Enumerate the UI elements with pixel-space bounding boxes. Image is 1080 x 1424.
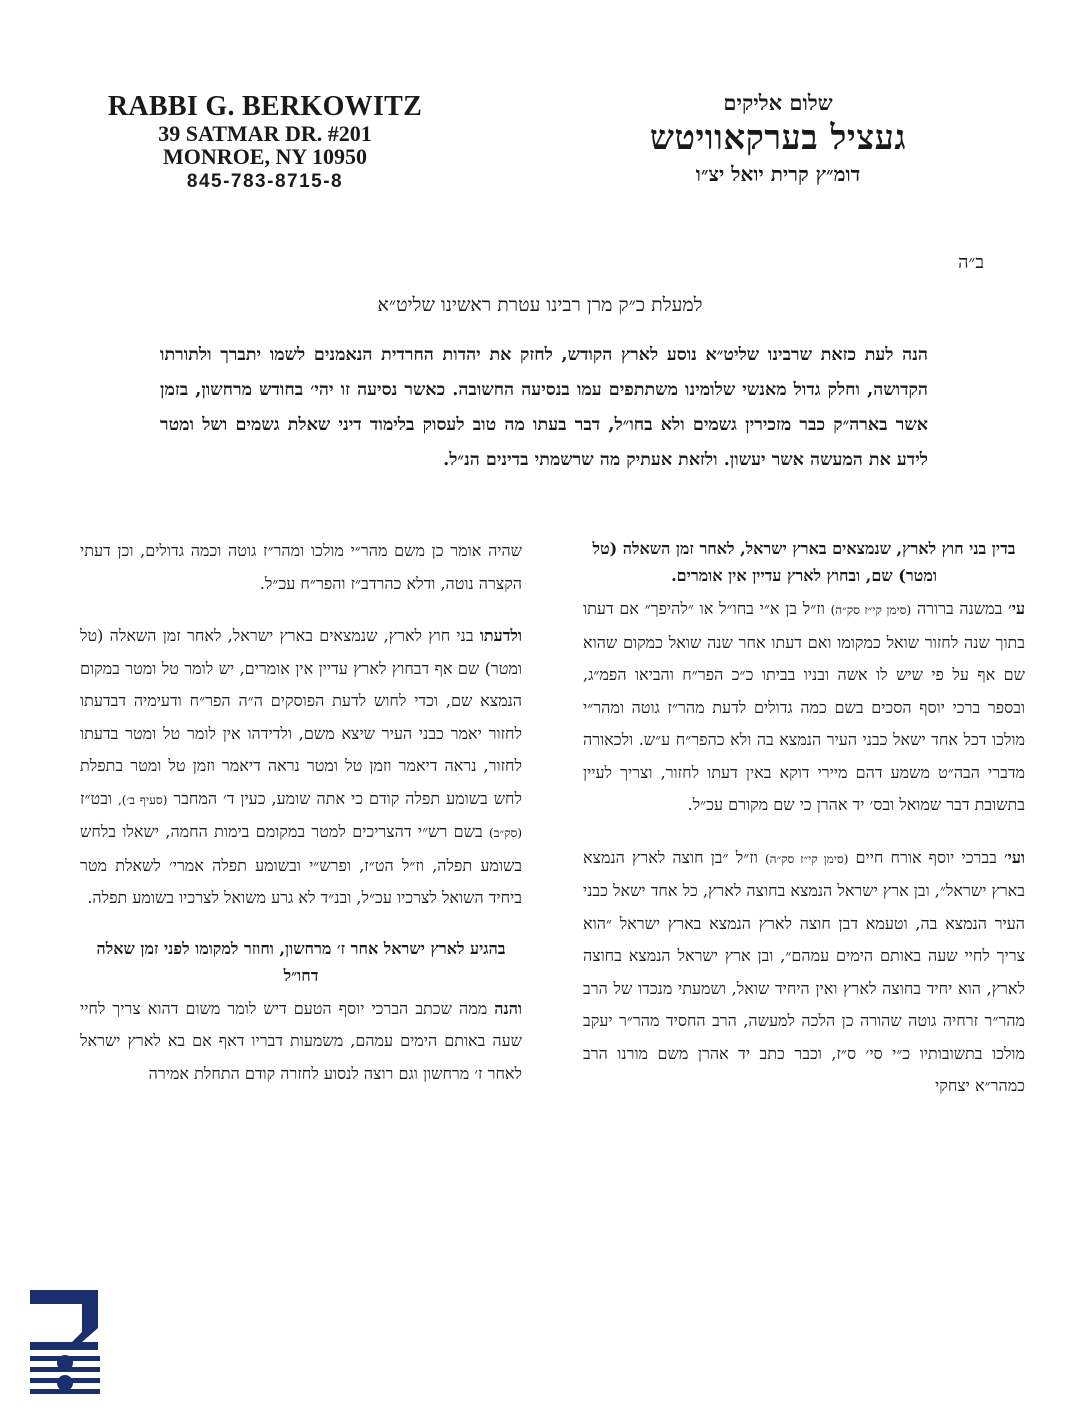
- publisher-logo-icon: [22, 1284, 108, 1404]
- paragraph-text: ובט״ז: [80, 788, 113, 808]
- paragraph-text: וז״ל ״בן חוצה לארץ הנמצא בארץ ישראל״, ובן ארץ ישראל הנמצא בחוצה לארץ, כל אחד ישאל כבני העיר הנמצא בה, וטעמא דבן חוצה לארץ הנמצא בארץ ישראל ״הוא צריך לחיי שעה באותם הימים עמהם״, ובן ארץ ישראל הנמצא בחוצה לארץ, הוא יחיד בחוצה לארץ ואין היחיד שואל, ושמעתי מנכדו של הרב מהר״ר זרחיה גוטה שהורה כן הלכה למעשה, הרב החסיד מהר״ר יעקב מולכו בתשובותיו כ״י סי׳ ס״ז, וכבר כתב יד אהרן משם מורנו הרב כמהר״א יצחקי: [583, 847, 1025, 1095]
- citation: (סק״ב): [489, 826, 522, 840]
- address-line-1: 39 SATMAR DR. #201: [158, 120, 372, 146]
- intro-paragraph: הנה לעת כזאת שרבינו שליט״א נוסע לארץ הקודש, לחזק את יהדות החרדית הנאמנים לשמו יתברך ולתורתו הקדושה, וחלק גדול מאנשי שלומינו משתתפים עמו בנסיעה החשובה. כאשר נסיעה זו יהי׳ בחודש מרחשון, בזמן אשר בארה״ק כבר מזכירין גשמים ולא בחו״ל, דבר בעתו מה טוב לעסוק בלימוד דיני שאלת גשמים ושל ומטר לידע את המעשה אשר יעשון. ולזאת אעתיק מה שרשמתי בדינים הנ״ל.: [160, 345, 928, 470]
- paragraph-text: בברכי יוסף אורח חיים: [855, 847, 997, 867]
- letterhead-hebrew: [568, 90, 988, 187]
- paragraph-text: בשם רש״י דהצריכים למטר במקומם בימות החמה, ישאלו בלחש בשומע תפלה, וז״ל הט״ז, ופרש״י ובשומע תפלה אמרי׳ לשאלת מטר ביחיד השואל לצרכיו עכ״ל, ובנ״ד לא גרע משואל לצרכיו בשומע תפלה.: [80, 822, 522, 907]
- rabbi-name-english: RABBI G. BERKOWITZ: [107, 91, 423, 122]
- logo-shape: [30, 1290, 98, 1350]
- bh-mark: ב״ה: [958, 252, 984, 273]
- right-column: [583, 535, 1025, 1123]
- paragraph-final: [80, 993, 522, 1091]
- publisher-logo-svg: [22, 1284, 108, 1404]
- paragraph-text: במשנה ברורה: [916, 599, 1003, 618]
- paragraph-opinion: [80, 620, 522, 915]
- left-column: [80, 535, 522, 1110]
- paragraph-text: וז״ל בן א״י בחו״ל או ״להיפך״ אם דעתו בתוך שנה לחזור שואל כמקומו ואם דעתו אחר שנה שואל כמקום שהוא שם אף על פי שיש לו אשה ובניו בביתו כ״כ הפר״ח והביאו הפמ״ג, ובספר ברכי יוסף הסכים בשם כמה גדולים לדעת מהר״ז גוטה ומהר״י מולכו דכל אחד ישאל כבני העיר הנמצא בה ולא כהפר״ח ע״ש. ולכאורה מדברי הבה״ט משמע דהם מיירי דוקא באין דעתו לחזור, וצריך לעיין בתשובת דבר שמואל ובס׳ יד אהרן כי שם מקורם עכ״ל.: [583, 599, 1025, 814]
- paragraph-mishna-berura: [583, 593, 1025, 822]
- paragraph-lead: ולדעתו: [479, 626, 522, 645]
- paragraph-lead: עי׳: [1008, 599, 1026, 618]
- paragraph-birkei-yosef: [583, 842, 1025, 1103]
- paragraph-lead: ועי׳: [1003, 847, 1025, 867]
- address-line-2: MONROE, NY 10950: [163, 143, 367, 169]
- paragraph-lead: והנה: [494, 998, 522, 1018]
- paragraph-continuation: שהיה אומר כן משם מהר״י מולכו ומהר״ז גוטה וכמה גדולים, וכן דעתי הקצרה נוטה, ודלא כהרדב״ז והפר״ח עכ״ל.: [80, 541, 522, 593]
- section-title-2: בהגיע לארץ ישראל אחר ז׳ מרחשון, וחוזר למקומו לפני זמן שאלה דחו״ל: [96, 938, 506, 985]
- section-title-1: בדין בני חוץ לארץ, שנמצאים בארץ ישראל, לאחר זמן השאלה (טל ומטר) שם, ובחוץ לארץ עדיין אין אומרים.: [592, 539, 1016, 585]
- paragraph-text: ממה שכתב הברכי יוסף הטעם דיש לומר משום דהוא צריך לחיי שעה באותם הימים עמהם, משמעות דבריו דאף אם בא לארץ ישראל לאחר ז׳ מרחשון וגם רוצה לנסוע לחזרה קודם התחלת אמירה: [80, 998, 522, 1083]
- addressee-line: למעלת כ״ק מרן רבינו עטרת ראשינו שליט״א: [377, 294, 703, 316]
- logo-dot: [57, 1355, 73, 1371]
- rabbi-name-hebrew: געציל בערקאוויטש: [649, 118, 907, 158]
- citation: (סעיף ב׳),: [117, 792, 168, 807]
- citation: (סימן קי״ז סק״ה): [764, 851, 849, 866]
- letterhead-english: [100, 92, 430, 192]
- phone-number: 845-783-8715-8: [186, 171, 344, 193]
- citation: (סימן קי״ז סק״ה): [830, 603, 912, 617]
- paragraph-text: בני חוץ לארץ, שנמצאים בארץ ישראל, לאחר זמן השאלה (טל ומטר) שם אף דבחוץ לארץ עדיין אין אומרים, יש לומר טל ומטר במקום הנמצא שם, וכדי לחוש לדעת הפוסקים ה״ה הפר״ח ודעימיה דבדעתו לחזור יאמר כבני העיר שיצא משם, ולדידהו אין לומר טל ומטר בדעתו לחזור, נראה דיאמר וזמן טל ומטר נראה דיאמר וזמן טל ומטר בתפלת לחש בשומע תפלה קודם כי אתה שומע, כעין ד׳ המחבר: [80, 626, 523, 808]
- logo-dot: [57, 1375, 73, 1391]
- position-hebrew: דומ״ץ קרית יואל יצ״ו: [695, 162, 861, 186]
- greeting-hebrew: שלום אליקים: [723, 90, 833, 115]
